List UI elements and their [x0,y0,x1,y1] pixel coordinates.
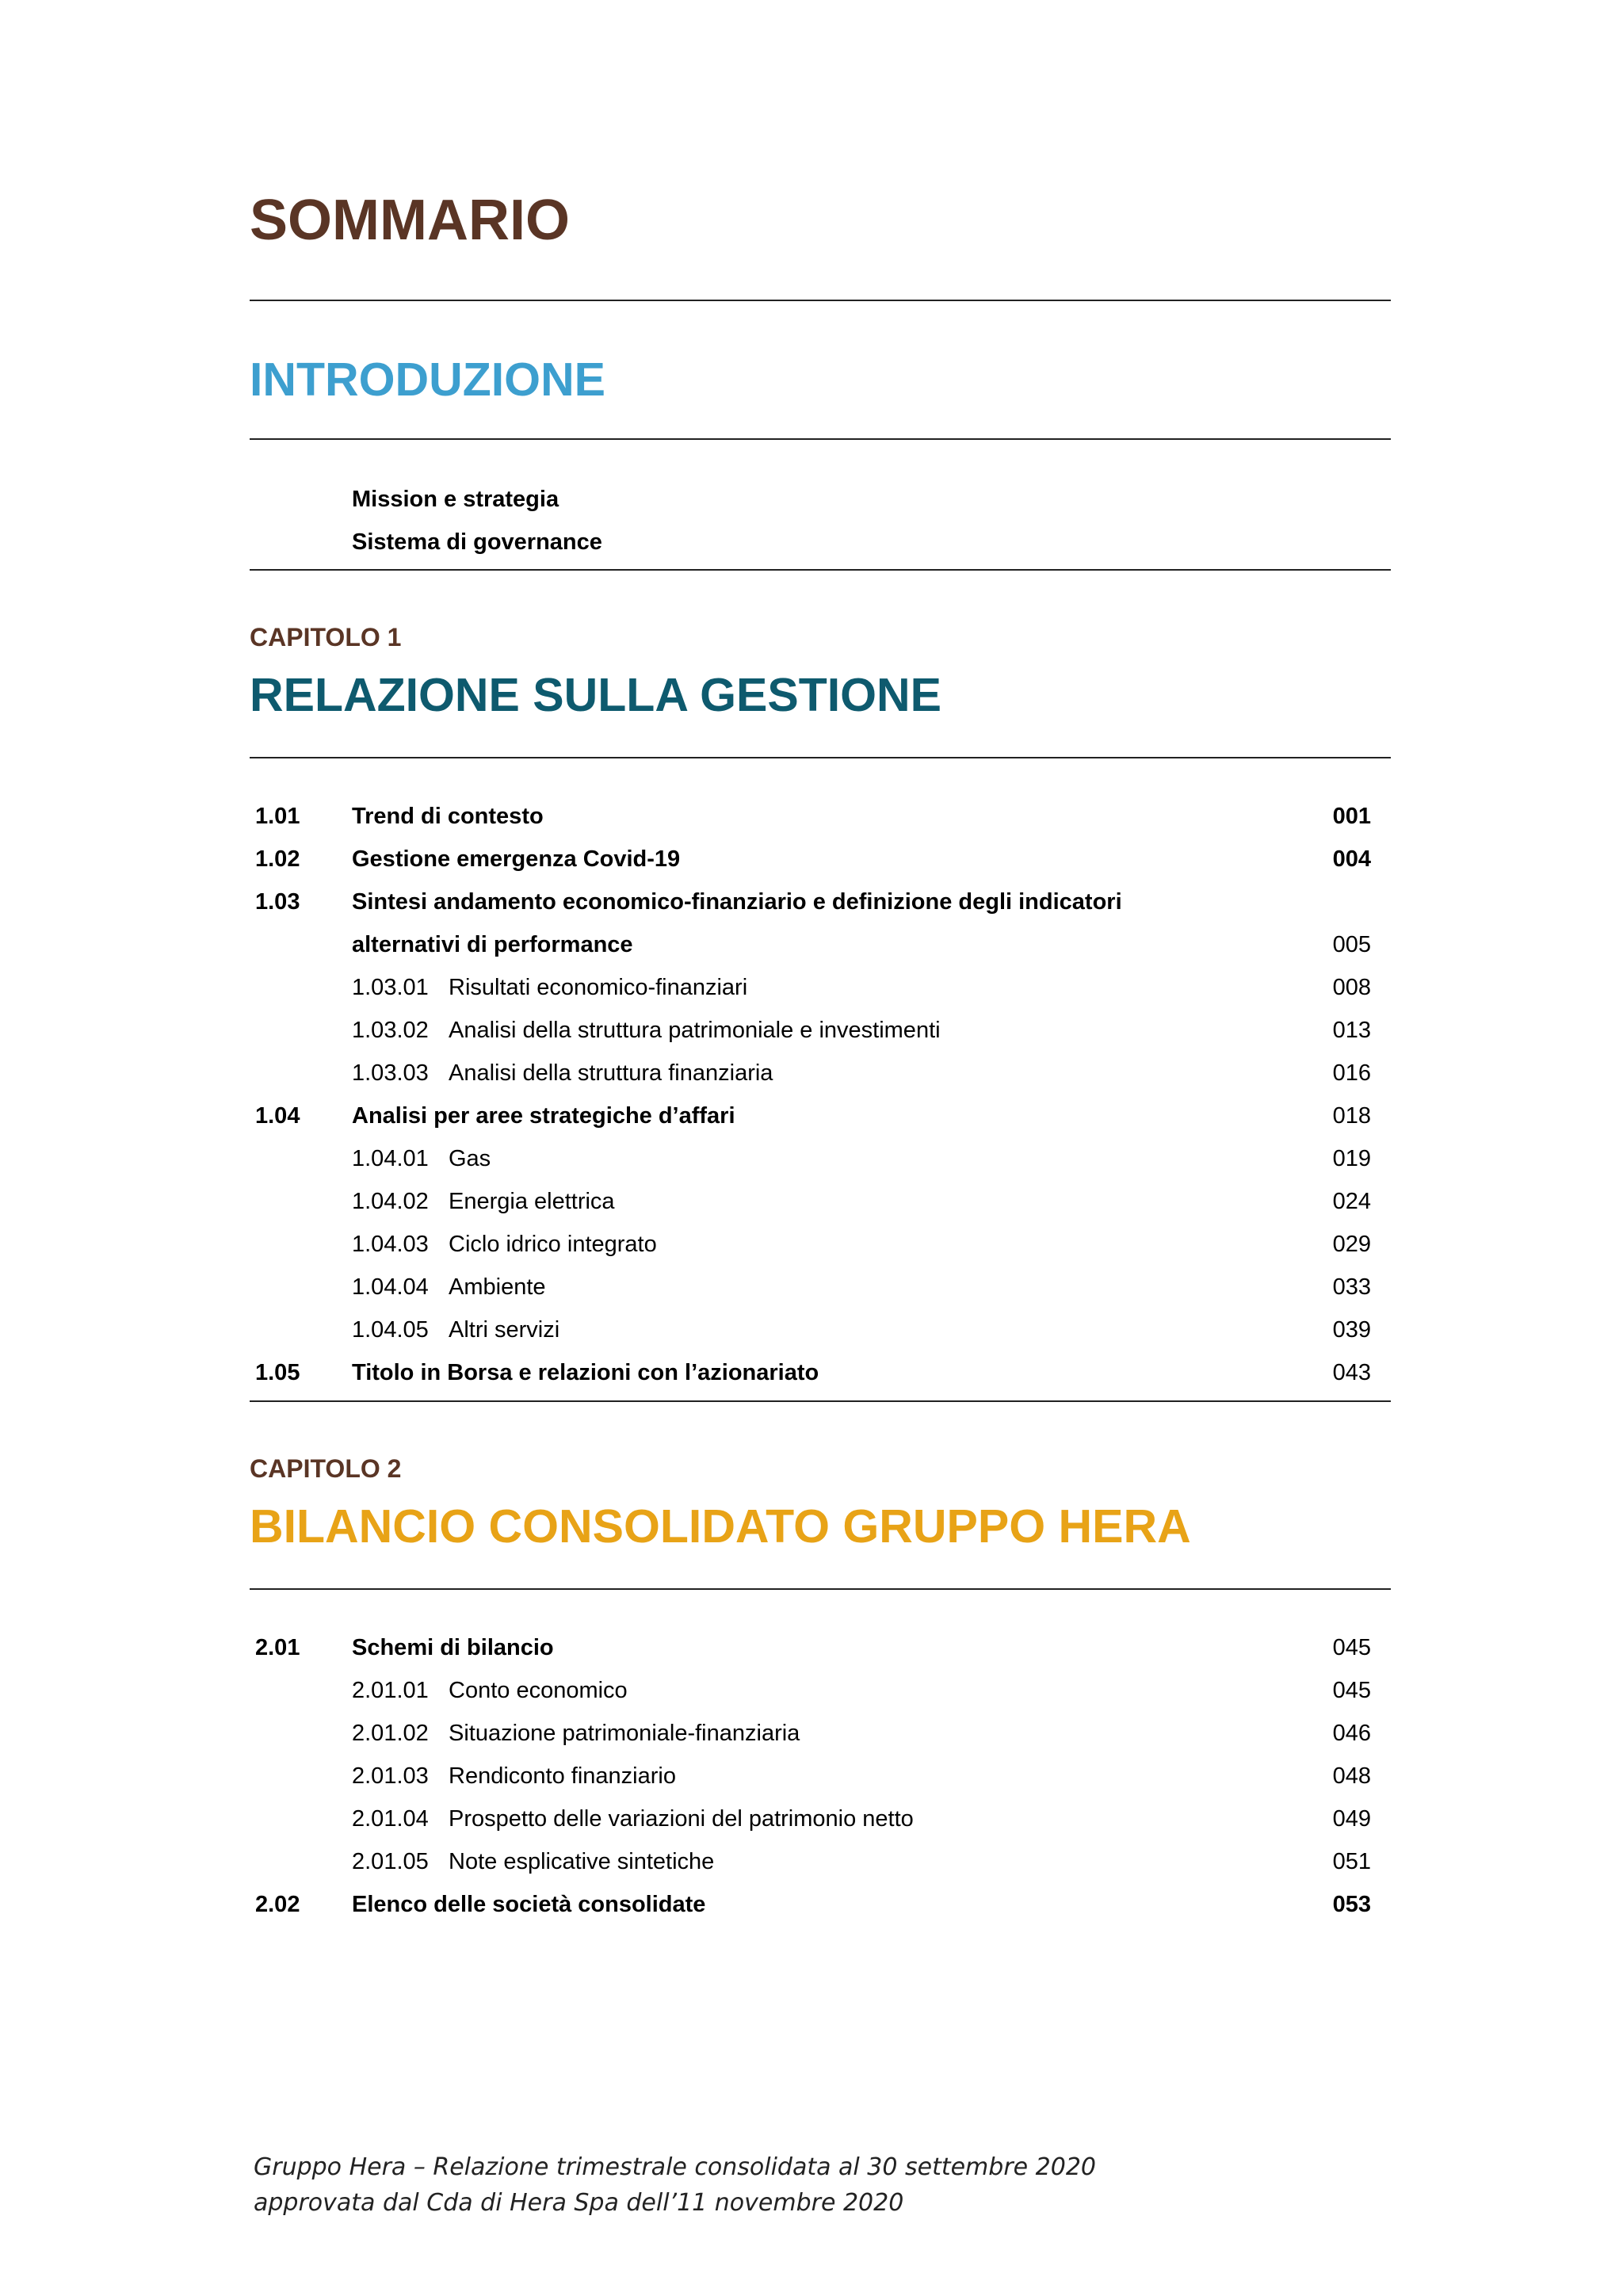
toc-entry-number: 2.01 [255,1635,300,1660]
toc-page-number: 048 [1332,1763,1371,1789]
toc-entry-text: Altri servizi [449,1317,560,1343]
toc-entry-label [352,1669,628,1712]
toc-entry-text: Titolo in Borsa e relazioni con l’azionariato [352,1360,819,1385]
toc-row [250,1308,1391,1351]
divider [250,1588,1391,1590]
toc-entry-label [352,1797,914,1840]
toc-page-number: 053 [1332,1892,1371,1917]
toc-entry-label [352,1095,735,1137]
toc-entry-number: 2.02 [255,1892,300,1917]
toc-page-number: 046 [1332,1721,1371,1746]
toc-entry-label [352,795,544,838]
toc-entry-label: Sistema di governance [352,529,602,555]
toc-entry-text: Gas [449,1146,491,1171]
toc-row [250,1626,1391,1669]
toc-row [250,795,1391,838]
chapter1-title: RELAZIONE SULLA GESTIONE [250,669,942,721]
toc-page-number: 029 [1332,1232,1371,1257]
toc-entry-label [352,1883,705,1926]
toc-page-number: 033 [1332,1274,1371,1300]
toc-entry-text: Schemi di bilancio [352,1635,554,1660]
toc-entry-text: Trend di contesto [352,804,544,829]
toc-subentry-number: 1.03.01 [352,975,429,1000]
divider [250,757,1391,758]
divider [250,438,1391,440]
toc-subentry-number: 1.04.02 [352,1189,429,1214]
intro-title: INTRODUZIONE [250,353,606,406]
toc-entry-text: Conto economico [449,1678,628,1703]
intro-list [250,478,1391,563]
toc-subentry-number: 2.01.03 [352,1763,429,1789]
toc-row [250,1797,1391,1840]
toc-row [250,923,1391,966]
toc-row [250,1052,1391,1095]
toc-row [250,1351,1391,1394]
toc-page-number: 019 [1332,1146,1371,1171]
toc-subentry-number: 2.01.02 [352,1721,429,1746]
toc-subentry-number: 2.01.01 [352,1678,429,1703]
toc-page-number: 045 [1332,1635,1371,1660]
toc-page-number: 024 [1332,1189,1371,1214]
list-item [250,521,1391,563]
toc-row [250,838,1391,881]
toc-subentry-number: 1.03.02 [352,1018,429,1043]
toc-row [250,1712,1391,1755]
toc-row [250,1755,1391,1797]
toc-row [250,1095,1391,1137]
toc-entry-label [352,838,680,881]
toc-page-number: 049 [1332,1806,1371,1832]
toc-entry-label [352,881,1122,923]
divider [250,300,1391,301]
toc-row [250,1137,1391,1180]
page-footer [254,2149,1096,2221]
chapter1-list [250,795,1391,1394]
toc-entry-label [352,1052,773,1095]
toc-entry-label [352,1266,546,1308]
toc-entry-number: 1.03 [255,889,300,915]
divider [250,569,1391,571]
toc-entry-label [352,923,633,966]
toc-entry-text: Situazione patrimoniale-finanziaria [449,1721,800,1746]
toc-row [250,1840,1391,1883]
toc-subentry-number: 1.04.04 [352,1274,429,1300]
chapter2-list [250,1626,1391,1926]
chapter2-title: BILANCIO CONSOLIDATO GRUPPO HERA [250,1500,1191,1553]
toc-entry-text: Energia elettrica [449,1189,615,1214]
chapter1-label: CAPITOLO 1 [250,623,402,651]
toc-page-number: 016 [1332,1060,1371,1086]
toc-entry-label [352,1180,615,1223]
toc-entry-text: Note esplicative sintetiche [449,1849,715,1874]
toc-row [250,881,1391,923]
divider [250,1400,1391,1402]
toc-entry-text: Risultati economico-finanziari [449,975,748,1000]
toc-entry-text: alternativi di performance [352,932,633,957]
toc-entry-text: Elenco delle società consolidate [352,1892,706,1917]
toc-subentry-number: 1.03.03 [352,1060,429,1086]
toc-entry-text: Analisi della struttura finanziaria [449,1060,773,1086]
toc-page-number: 018 [1332,1103,1371,1129]
chapter2-label: CAPITOLO 2 [250,1454,402,1483]
toc-subentry-number: 1.04.01 [352,1146,429,1171]
toc-entry-number: 1.05 [255,1360,300,1385]
footer-line: approvata dal Cda di Hera Spa dell’11 novembre 2020 [254,2189,904,2217]
toc-entry-label [352,1351,819,1394]
toc-entry-label [352,1840,714,1883]
toc-entry-text: Ambiente [449,1274,546,1300]
toc-subentry-number: 1.04.05 [352,1317,429,1343]
toc-row [250,1669,1391,1712]
toc-page-number: 051 [1332,1849,1371,1874]
toc-row [250,1883,1391,1926]
toc-subentry-number: 2.01.04 [352,1806,429,1832]
toc-page-number: 005 [1332,932,1371,957]
toc-entry-text: Analisi per aree strategiche d’affari [352,1103,735,1129]
toc-page-number: 004 [1332,846,1371,872]
list-item [250,478,1391,521]
toc-entry-text: Prospetto delle variazioni del patrimonio netto [449,1806,914,1832]
toc-entry-label: Mission e strategia [352,487,559,512]
toc-entry-number: 1.04 [255,1103,300,1129]
toc-page-number: 045 [1332,1678,1371,1703]
toc-entry-text: Analisi della struttura patrimoniale e investimenti [449,1018,941,1043]
toc-entry-label [352,1308,559,1351]
toc-subentry-number: 2.01.05 [352,1849,429,1874]
toc-entry-label [352,1137,491,1180]
toc-page-number: 039 [1332,1317,1371,1343]
toc-entry-label [352,1712,800,1755]
toc-entry-text: Gestione emergenza Covid-19 [352,846,681,872]
toc-subentry-number: 1.04.03 [352,1232,429,1257]
toc-row [250,1266,1391,1308]
toc-row [250,1223,1391,1266]
footer-line: Gruppo Hera – Relazione trimestrale consolidata al 30 settembre 2020 [254,2153,1096,2181]
toc-row [250,1009,1391,1052]
page-title: SOMMARIO [250,189,570,252]
toc-entry-label [352,1223,657,1266]
toc-page-number: 043 [1332,1360,1371,1385]
toc-entry-label [352,1626,554,1669]
toc-entry-text: Ciclo idrico integrato [449,1232,657,1257]
toc-page-number: 001 [1332,804,1371,829]
toc-entry-label [352,1009,941,1052]
toc-entry-number: 1.02 [255,846,300,872]
toc-entry-text: Sintesi andamento economico-finanziario e definizione degli indicatori [352,889,1122,915]
toc-row [250,966,1391,1009]
toc-entry-text: Rendiconto finanziario [449,1763,676,1789]
toc-page-number: 013 [1332,1018,1371,1043]
toc-entry-number: 1.01 [255,804,300,829]
toc-entry-label [352,966,747,1009]
toc-row [250,1180,1391,1223]
toc-entry-label [352,1755,676,1797]
toc-page-number: 008 [1332,975,1371,1000]
